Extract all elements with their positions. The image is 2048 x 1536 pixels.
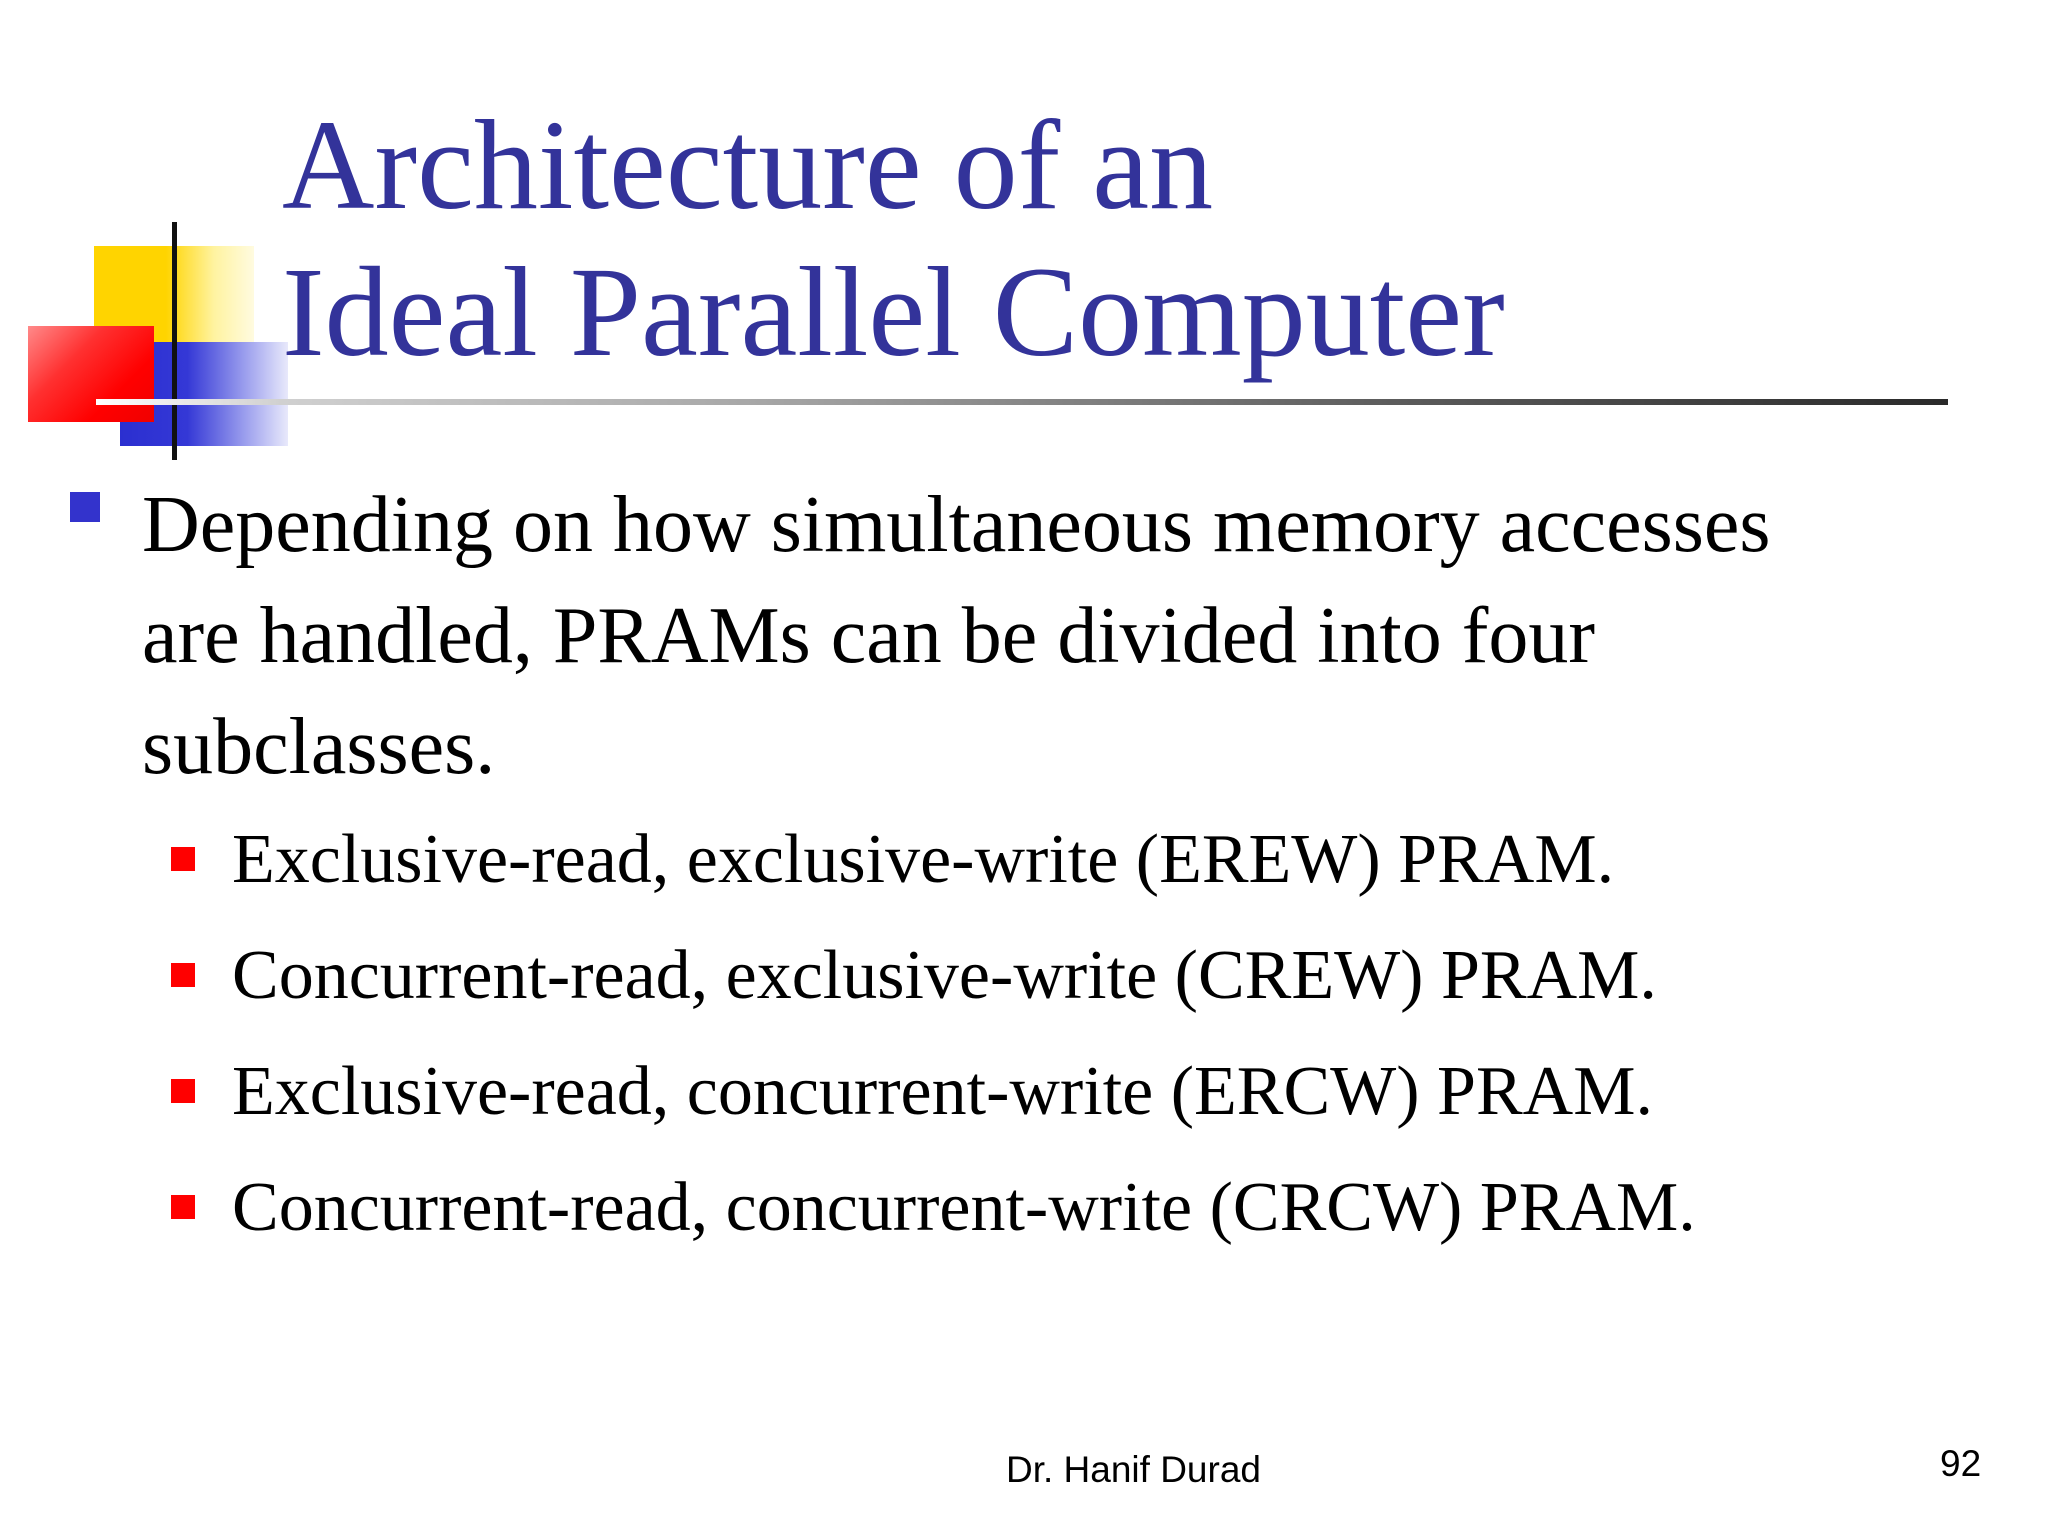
sub-bullet-item-crcw (0, 1158, 2048, 1258)
sub-bullet-marker (171, 963, 195, 987)
sub-bullet-item-ercw (0, 1042, 2048, 1142)
page-number: 92 (1940, 1443, 1982, 1484)
title-underline-divider (96, 399, 1948, 405)
decorative-red-square (28, 326, 154, 422)
main-bullet-line-1: Depending on how simultaneous memory accesses (142, 481, 1771, 569)
slide-title-line-1: Architecture of an (282, 94, 1214, 236)
sub-bullet-marker (171, 847, 195, 871)
slide-title (282, 92, 1982, 386)
slide-title-line-2: Ideal Parallel Computer (282, 241, 1505, 383)
main-bullet-line-3: subclasses. (142, 703, 496, 791)
sub-bullet-item-erew (0, 810, 2048, 910)
sub-bullet-text: Concurrent-read, exclusive-write (CREW) PRAM. (232, 937, 1657, 1014)
sub-bullet-text: Concurrent-read, concurrent-write (CRCW) PRAM. (232, 1169, 1696, 1246)
main-bullet-text (142, 470, 2022, 803)
sub-bullet-text: Exclusive-read, concurrent-write (ERCW) PRAM. (232, 1053, 1653, 1130)
sub-bullet-item-crew (0, 926, 2048, 1026)
main-bullet-marker (70, 492, 100, 522)
decorative-vertical-line (172, 222, 177, 460)
sub-bullet-text: Exclusive-read, exclusive-write (EREW) PRAM. (232, 821, 1615, 898)
main-bullet-line-2: are handled, PRAMs can be divided into four (142, 592, 1596, 680)
footer-author: Dr. Hanif Durad (1006, 1449, 1261, 1490)
sub-bullet-marker (171, 1079, 195, 1103)
sub-bullet-marker (171, 1195, 195, 1219)
